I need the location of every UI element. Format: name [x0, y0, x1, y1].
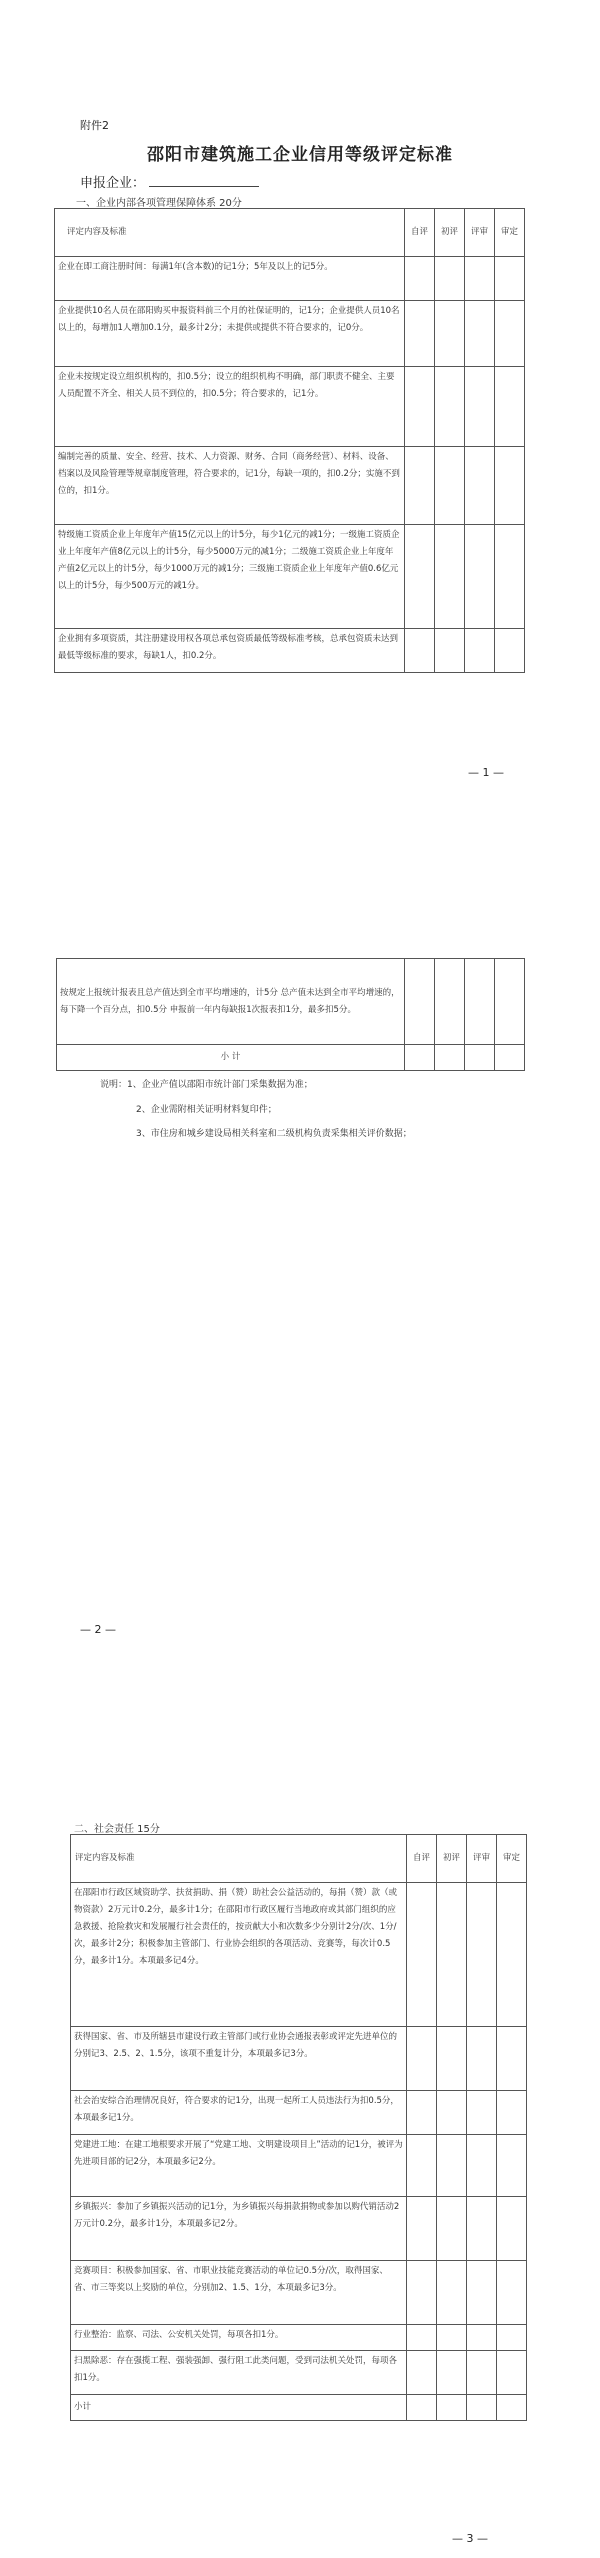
score-cell[interactable] [497, 2197, 527, 2261]
score-cell[interactable] [405, 629, 435, 673]
criteria-text: 按规定上报统计报表且总产值达到全市平均增速的，计5分 总产值未达到全市平均增速的，每下降一个百分点，扣0.5分 申报前一年内每缺报1次报表扣1分，最多扣5分。 [57, 959, 405, 1045]
subtotal-row [71, 2395, 527, 2421]
score-cell[interactable] [467, 2351, 497, 2395]
score-cell[interactable] [467, 2395, 497, 2421]
score-cell[interactable] [435, 257, 465, 301]
table-row [55, 525, 525, 629]
score-cell[interactable] [497, 1883, 527, 2027]
score-cell[interactable] [467, 2197, 497, 2261]
table-row [71, 2027, 527, 2091]
score-cell[interactable] [495, 959, 525, 1045]
score-cell[interactable] [495, 629, 525, 673]
score-cell[interactable] [435, 525, 465, 629]
table-row [55, 257, 525, 301]
table-row [71, 2261, 527, 2325]
score-cell[interactable] [437, 2135, 467, 2197]
header-final: 审定 [495, 209, 525, 257]
criteria-text: 扫黑除恶：存在强揽工程、强装强卸、强行阻工此类问题，受到司法机关处罚，每项各扣1分。 [71, 2351, 407, 2395]
score-cell[interactable] [437, 2027, 467, 2091]
criteria-text: 企业在即工商注册时间：每满1年(含本数)的记1分；5年及以上的记5分。 [55, 257, 405, 301]
score-cell[interactable] [465, 367, 495, 447]
subtotal-row [57, 1045, 525, 1071]
score-cell[interactable] [495, 257, 525, 301]
score-cell[interactable] [405, 447, 435, 525]
table-row [71, 2135, 527, 2197]
score-cell[interactable] [465, 301, 495, 367]
score-cell[interactable] [465, 257, 495, 301]
score-cell[interactable] [467, 2091, 497, 2135]
table-row [71, 1883, 527, 2027]
score-cell[interactable] [465, 959, 495, 1045]
score-cell[interactable] [495, 447, 525, 525]
subtotal-label: 小 计 [57, 1045, 405, 1071]
table-header-row [55, 209, 525, 257]
criteria-text: 企业提供10名人员在邵阳购买申报资料前三个月的社保证明的，记1分；企业提供人员10名以上的，每增加1人增加0.1分，最多计2分；未提供或提供不符合要求的，记0分。 [55, 301, 405, 367]
score-cell[interactable] [497, 2091, 527, 2135]
score-cell[interactable] [405, 301, 435, 367]
table-row [55, 301, 525, 367]
score-cell[interactable] [497, 2135, 527, 2197]
table-row [71, 2091, 527, 2135]
score-cell[interactable] [407, 2351, 437, 2395]
header-content: 评定内容及标准 [71, 1835, 407, 1883]
score-cell[interactable] [405, 525, 435, 629]
criteria-text: 特级施工资质企业上年度年产值15亿元以上的计5分，每少1亿元的减1分；一级施工资质企业上年度年产值8亿元以上的计5分，每少5000万元的减1分；二级施工资质企业上年度年产值2亿元以上的计5分，每少1000万元的减1分；三级施工资质企业上年度年产值0.6亿元以上的计5分，每少500万元的减1分。 [55, 525, 405, 629]
page-number-1: — 1 — [468, 766, 504, 779]
score-cell[interactable] [467, 2027, 497, 2091]
score-cell[interactable] [405, 959, 435, 1045]
attachment-label: 附件2 [80, 119, 109, 132]
score-cell[interactable] [435, 629, 465, 673]
header-self: 自评 [405, 209, 435, 257]
score-cell[interactable] [435, 301, 465, 367]
score-cell[interactable] [405, 1045, 435, 1071]
score-cell[interactable] [467, 2325, 497, 2351]
note-line: 3、市住房和城乡建设局相关科室和二级机构负责采集相关评价数据； [136, 1129, 412, 1139]
score-cell[interactable] [407, 2197, 437, 2261]
score-cell[interactable] [497, 2395, 527, 2421]
score-cell[interactable] [435, 447, 465, 525]
score-cell[interactable] [435, 367, 465, 447]
score-cell[interactable] [465, 1045, 495, 1071]
header-initial: 初评 [435, 209, 465, 257]
table-row [55, 447, 525, 525]
score-cell[interactable] [437, 2261, 467, 2325]
header-initial: 初评 [437, 1835, 467, 1883]
section-heading-2: 二、社会责任 15分 [74, 1824, 160, 1835]
score-cell[interactable] [497, 2351, 527, 2395]
table-row [57, 959, 525, 1045]
criteria-text: 编制完善的质量、安全、经营、技术、人力资源、财务、合同（商务经营）、材料、设备、档案以及风险管理等规章制度管理，符合要求的，记1分，每缺一项的，扣0.2分；实施不到位的，扣1分。 [55, 447, 405, 525]
applicant-blank [149, 174, 259, 187]
criteria-text: 企业拥有多项资质，其注册建设用权各项总承包资质最低等级标准考核，总承包资质未达到最低等级标准的要求，每缺1人，扣0.2分。 [55, 629, 405, 673]
table-row [71, 2351, 527, 2395]
score-cell[interactable] [495, 301, 525, 367]
score-cell[interactable] [495, 367, 525, 447]
section-heading-1: 一、企业内部各项管理保障体系 20分 [76, 198, 242, 209]
score-cell[interactable] [497, 2261, 527, 2325]
criteria-text: 社会治安综合治理情况良好，符合要求的记1分，出现一起所工人员违法行为扣0.5分，本项最多记1分。 [71, 2091, 407, 2135]
header-review: 评审 [465, 209, 495, 257]
criteria-text: 行业整治：监察、司法、公安机关处罚，每项各扣1分。 [71, 2325, 407, 2351]
criteria-text: 在邵阳市行政区域资助学、扶贫捐助、捐（赞）助社会公益活动的，每捐（赞）款（或物资款）2万元计0.2分，最多计1分；在邵阳市行政区履行当地政府或其部门组织的应急救援、抢险救灾和发展履行社会责任的，按贡献大小和次数多少分别计2分/次、1分/次，最多计2分；积极参加主管部门、行业协会组织的各项活动、竞赛等，每次计0.5分，最多计1分。本项最多记4分。 [71, 1883, 407, 2027]
table-row [55, 367, 525, 447]
score-cell[interactable] [465, 525, 495, 629]
note-line: 说明：1、企业产值以邵阳市统计部门采集数据为准； [100, 1080, 313, 1090]
criteria-table-1 [54, 208, 525, 673]
score-cell[interactable] [437, 1883, 467, 2027]
header-content: 评定内容及标准 [55, 209, 405, 257]
score-cell[interactable] [437, 2395, 467, 2421]
score-cell[interactable] [405, 257, 435, 301]
criteria-text: 党建进工地：在建工地根要求开展了“党建工地、文明建设项目上”活动的记1分，被评为先进项目部的记2分，本项最多记2分。 [71, 2135, 407, 2197]
score-cell[interactable] [497, 2027, 527, 2091]
score-cell[interactable] [467, 2261, 497, 2325]
score-cell[interactable] [465, 629, 495, 673]
table-row [71, 2325, 527, 2351]
criteria-table-3 [70, 1834, 527, 2421]
score-cell[interactable] [495, 525, 525, 629]
score-cell[interactable] [407, 1883, 437, 2027]
score-cell[interactable] [405, 367, 435, 447]
criteria-text: 获得国家、省、市及所辖县市建设行政主管部门或行业协会通报表彰或评定先进单位的分别记3、2.5、2、1.5分，该项不重复计分，本项最多记3分。 [71, 2027, 407, 2091]
header-final: 审定 [497, 1835, 527, 1883]
table-row [71, 2197, 527, 2261]
score-cell[interactable] [407, 2091, 437, 2135]
table-header-row [71, 1835, 527, 1883]
header-review: 评审 [467, 1835, 497, 1883]
score-cell[interactable] [407, 2395, 437, 2421]
score-cell[interactable] [407, 2325, 437, 2351]
score-cell[interactable] [497, 2325, 527, 2351]
criteria-table-2 [56, 958, 525, 1071]
score-cell[interactable] [407, 2261, 437, 2325]
score-cell[interactable] [435, 1045, 465, 1071]
criteria-text: 乡镇振兴：参加了乡镇振兴活动的记1分，为乡镇振兴每捐款捐物或参加以购代销活动2万元计0.2分，最多计1分，本项最多记2分。 [71, 2197, 407, 2261]
criteria-text: 竞赛项目：积极参加国家、省、市职业技能竞赛活动的单位记0.5分/次，取得国家、省、市三等奖以上奖励的单位，分别加2、1.5、1分，本项最多记3分。 [71, 2261, 407, 2325]
score-cell[interactable] [437, 2325, 467, 2351]
score-cell[interactable] [495, 1045, 525, 1071]
header-self: 自评 [407, 1835, 437, 1883]
note-line: 2、企业需附相关证明材料复印件； [136, 1105, 277, 1115]
applicant-label: 申报企业： [80, 176, 146, 191]
table-row [55, 629, 525, 673]
score-cell[interactable] [437, 2351, 467, 2395]
score-cell[interactable] [437, 2197, 467, 2261]
applicant-line [80, 172, 259, 191]
criteria-text: 企业未按规定设立组织机构的，扣0.5分；设立的组织机构不明确，部门职责不健全、主要人员配置不齐全、相关人员不到位的，扣0.5分；符合要求的，记1分。 [55, 367, 405, 447]
score-cell[interactable] [407, 2135, 437, 2197]
score-cell[interactable] [465, 447, 495, 525]
subtotal-label: 小计 [71, 2395, 407, 2421]
page-number-2: — 2 — [80, 1623, 116, 1636]
score-cell[interactable] [407, 2027, 437, 2091]
score-cell[interactable] [467, 1883, 497, 2027]
score-cell[interactable] [435, 959, 465, 1045]
page-number-3: — 3 — [452, 2532, 488, 2545]
document-title: 邵阳市建筑施工企业信用等级评定标准 [147, 145, 453, 165]
score-cell[interactable] [467, 2135, 497, 2197]
score-cell[interactable] [437, 2091, 467, 2135]
